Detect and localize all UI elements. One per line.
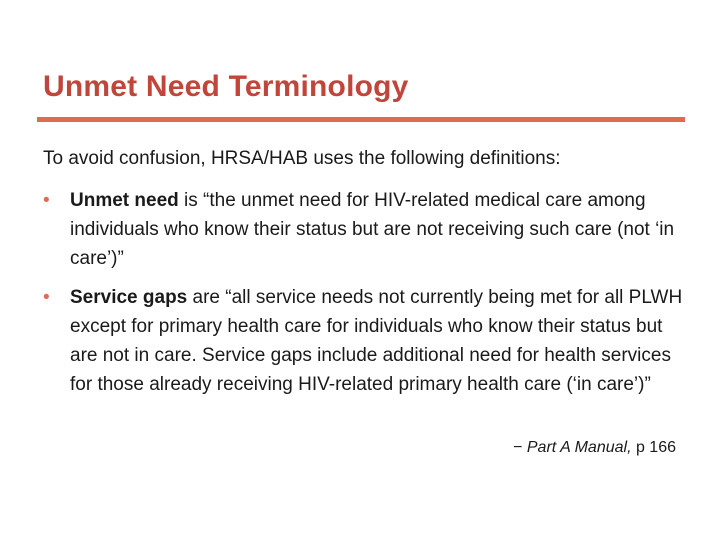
citation-prefix: − [513, 439, 527, 456]
bullet-dot-icon: • [43, 287, 50, 308]
citation-page: p 166 [631, 439, 676, 456]
bullet-service-gaps [43, 283, 683, 399]
bullet-definition: is “the unmet need for HIV-related medical care among individuals who know their status but are not receiving such care (not ‘in care’)” [70, 190, 675, 269]
bullet-definition: are “all service needs not currently being met for all PLWH except for primary health care for individuals who know their status but are not in care. Service gaps include additional need for health services for those already receiving HIV-related primary health care (‘in care’)” [70, 287, 683, 395]
title-underline-rule [37, 117, 685, 122]
citation-source: Part A Manual, [526, 439, 632, 456]
bullet-unmet-need [43, 186, 683, 273]
slide-title: Unmet Need Terminology [43, 70, 409, 103]
bullet-term: Unmet need [70, 190, 179, 211]
citation [513, 437, 676, 459]
bullet-dot-icon: • [43, 190, 50, 211]
intro-text: To avoid confusion, HRSA/HAB uses the following definitions: [43, 148, 561, 169]
bullet-term: Service gaps [70, 287, 188, 308]
